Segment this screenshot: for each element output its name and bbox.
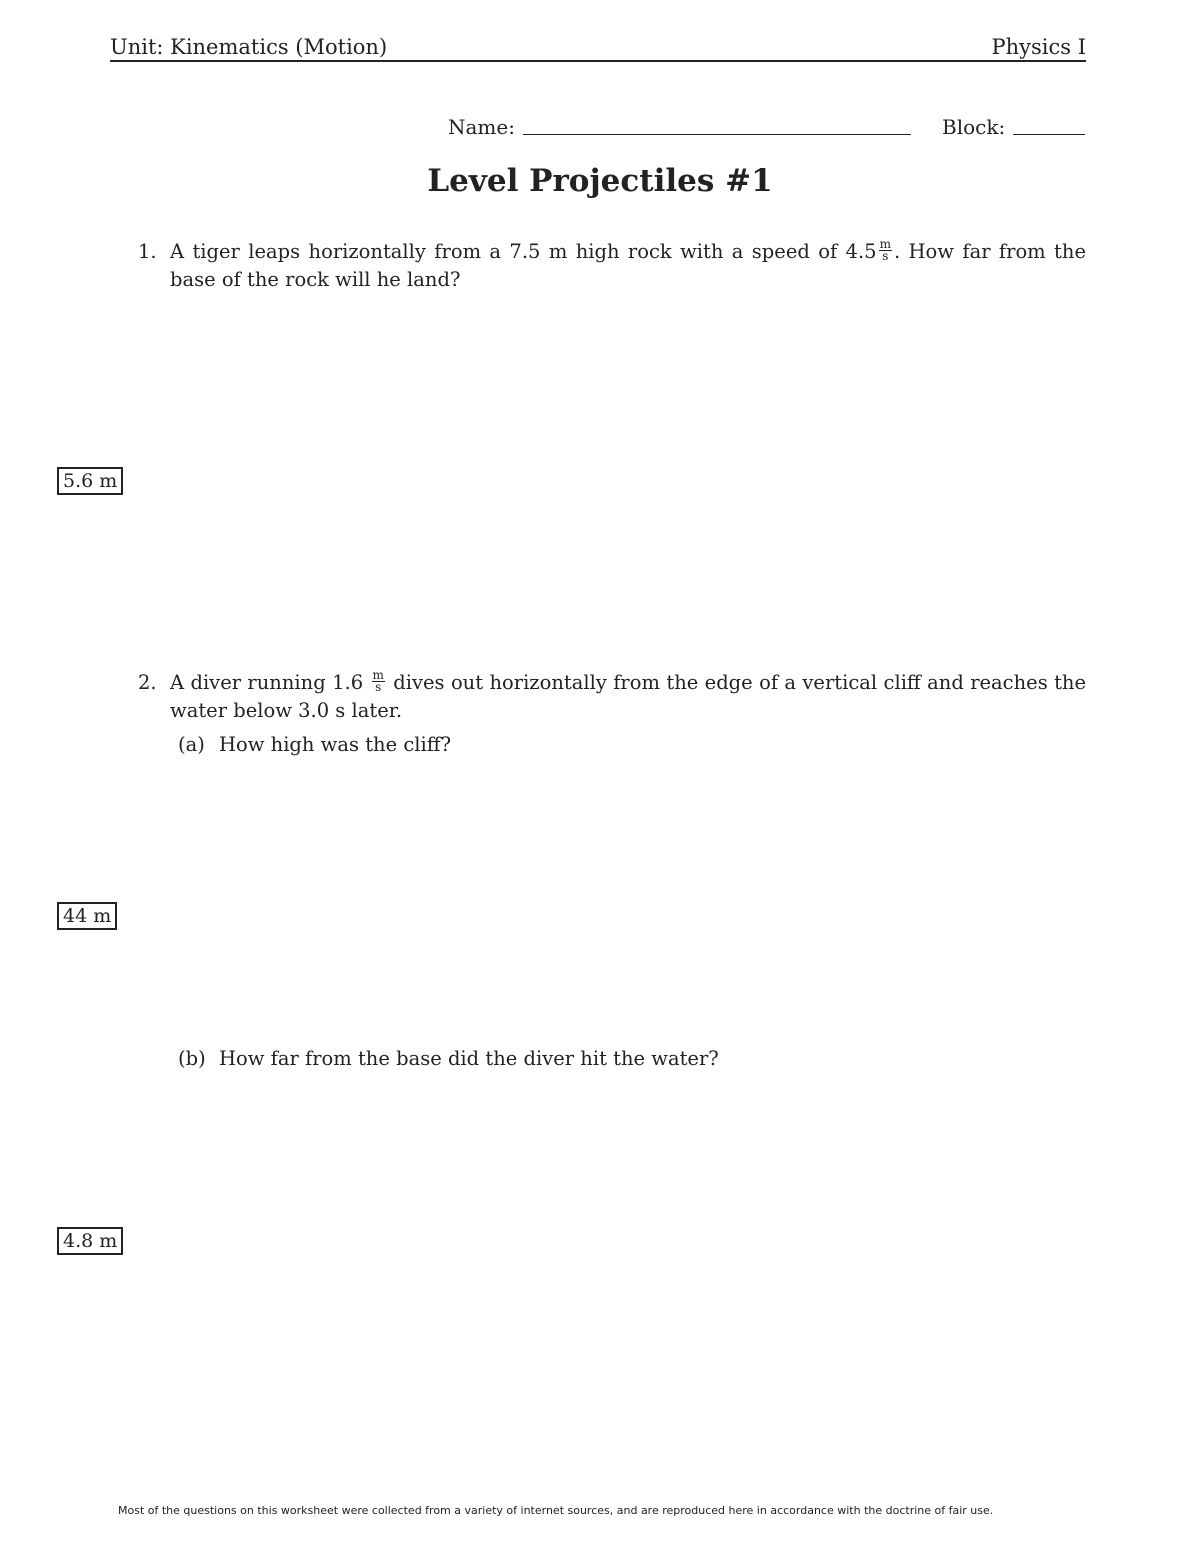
header-rule — [110, 60, 1086, 62]
unit-denominator: s — [882, 249, 889, 263]
unit-header: Unit: Kinematics (Motion) — [110, 35, 388, 59]
course-header: Physics I — [991, 35, 1086, 59]
name-label: Name: — [448, 115, 515, 139]
question-1-number: 1. — [138, 240, 157, 263]
question-2-text — [170, 669, 1086, 725]
answer-box-1: 5.6 m — [57, 467, 123, 495]
question-1-text — [170, 238, 1086, 294]
answer-box-2b: 4.8 m — [57, 1227, 123, 1255]
answer-box-2a: 44 m — [57, 902, 117, 930]
fair-use-footer: Most of the questions on this worksheet were collected from a variety of internet sources, and are reproduced here in accordance with the doctrine of fair use. — [118, 1504, 994, 1517]
question-1-text-after: . How far from the base of the rock will he land? — [170, 240, 1086, 291]
block-label: Block: — [942, 115, 1006, 139]
unit-numerator: m — [372, 668, 384, 682]
question-2-text-before: A diver running 1.6 — [170, 671, 364, 694]
unit-numerator: m — [879, 237, 891, 251]
part-b-text: How far from the base did the diver hit the water? — [219, 1047, 719, 1070]
part-b-label: (b) — [178, 1047, 206, 1070]
unit-denominator: s — [375, 680, 382, 694]
part-a-text: How high was the cliff? — [219, 733, 452, 756]
question-2-text-after: dives out horizontally from the edge of a vertical cliff and reaches the water below 3.0 s later. — [170, 671, 1087, 722]
question-1-text-before: A tiger leaps horizontally from a 7.5 m high rock with a speed of 4.5 — [170, 240, 877, 263]
unit-meters-per-second — [372, 670, 385, 693]
name-blank[interactable] — [523, 134, 911, 135]
part-a-label: (a) — [178, 733, 205, 756]
worksheet-title: Level Projectiles #1 — [427, 163, 773, 199]
block-blank[interactable] — [1013, 134, 1085, 135]
question-2-number: 2. — [138, 671, 157, 694]
unit-meters-per-second — [879, 239, 892, 262]
